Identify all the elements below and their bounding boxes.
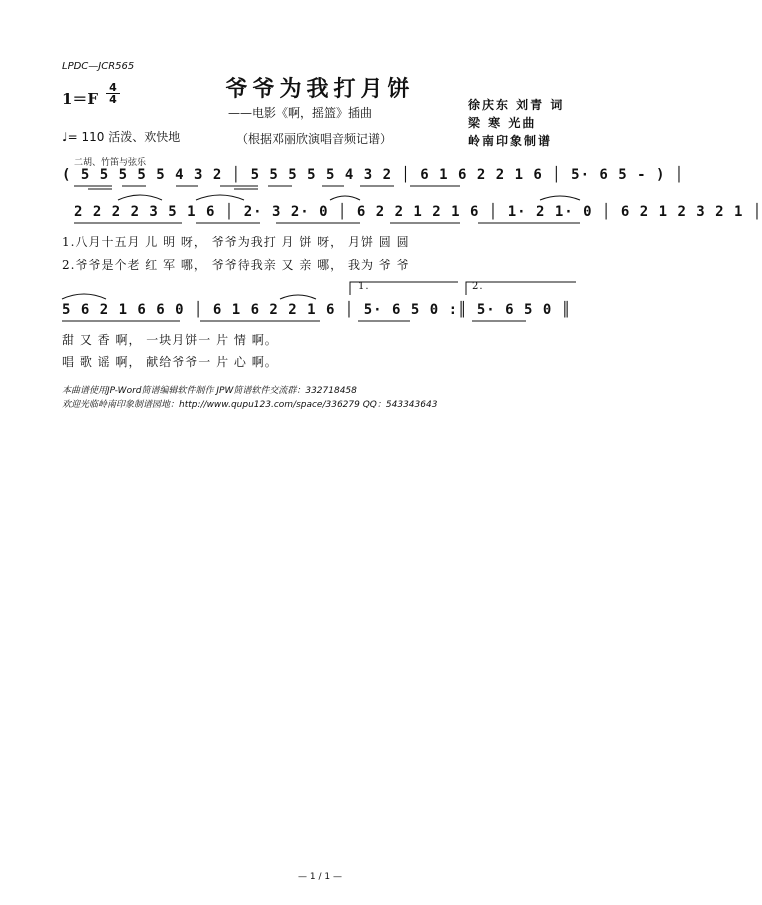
composer-credit: 梁 寒 光曲 [468, 116, 537, 130]
lyric-verse-2-line-1: 2.爷爷是个老 红 军 哪， 爷爷待我亲 又 亲 哪， 我为 爷 爷 [62, 258, 410, 272]
volta-1-label: 1. [358, 281, 370, 292]
song-title: 爷爷为我打月饼 [225, 76, 415, 102]
arranger-credit: 岭南印象制谱 [468, 134, 553, 148]
footer-software-note: 本曲谱使用JP-Word简谱编辑软件制作 JPW简谱软件交流群：332718458 [62, 386, 357, 396]
song-subtitle: ——电影《啊，摇篮》插曲 [228, 106, 373, 120]
lyric-verse-1-line-1: 1.八月十五月 儿 明 呀， 爷爷为我打 月 饼 呀， 月饼 圆 圆 [62, 235, 410, 249]
time-signature-bottom: 4 [109, 93, 117, 106]
lyric-verse-2-line-2: 唱 歌 谣 啊， 献给爷爷一 片 心 啊。 [62, 355, 278, 369]
page-number: — 1 / 1 — [298, 872, 342, 882]
tempo-marking: ♩= 110 活泼、欢快地 [62, 130, 181, 144]
time-signature-top: 4 [106, 82, 120, 94]
key-signature: 1＝F [62, 90, 99, 108]
notation-system-1: ( 5 5 5 5 5 4 3 2 │ 5 5 5 5 5 4 3 2 │ 6 1 6 2 2 1 6 │ 5· 6 5 - ) │ [62, 167, 685, 183]
footer-website-note: 欢迎光临岭南印象制谱园地：http://www.qupu123.com/space/336279 QQ：543343643 [62, 400, 438, 410]
transcription-note: （根据邓丽欣演唱音频记谱） [236, 132, 393, 146]
instrumentation-note: 二胡、竹笛与弦乐 [74, 158, 147, 168]
volta-2-label: 2. [472, 281, 484, 292]
notation-system-2: 2 2 2 2 3 5 1 6 │ 2· 3 2· 0 │ 6 2 2 1 2 1 6 │ 1· 2 1· 0 │ 6 2 1 2 3 2 1 │ [74, 204, 762, 220]
notation-system-3: 5 6 2 1 6 6 0 │ 6 1 6 2 2 1 6 │ 5· 6 5 0 :║ 5· 6 5 0 ║ [62, 302, 572, 318]
lyricist-credit: 徐庆东 刘青 词 [468, 98, 565, 112]
lyric-verse-1-line-2: 甜 又 香 啊， 一块月饼一 片 情 啊。 [62, 333, 278, 347]
score-code: LPDC—JCR565 [62, 61, 135, 72]
